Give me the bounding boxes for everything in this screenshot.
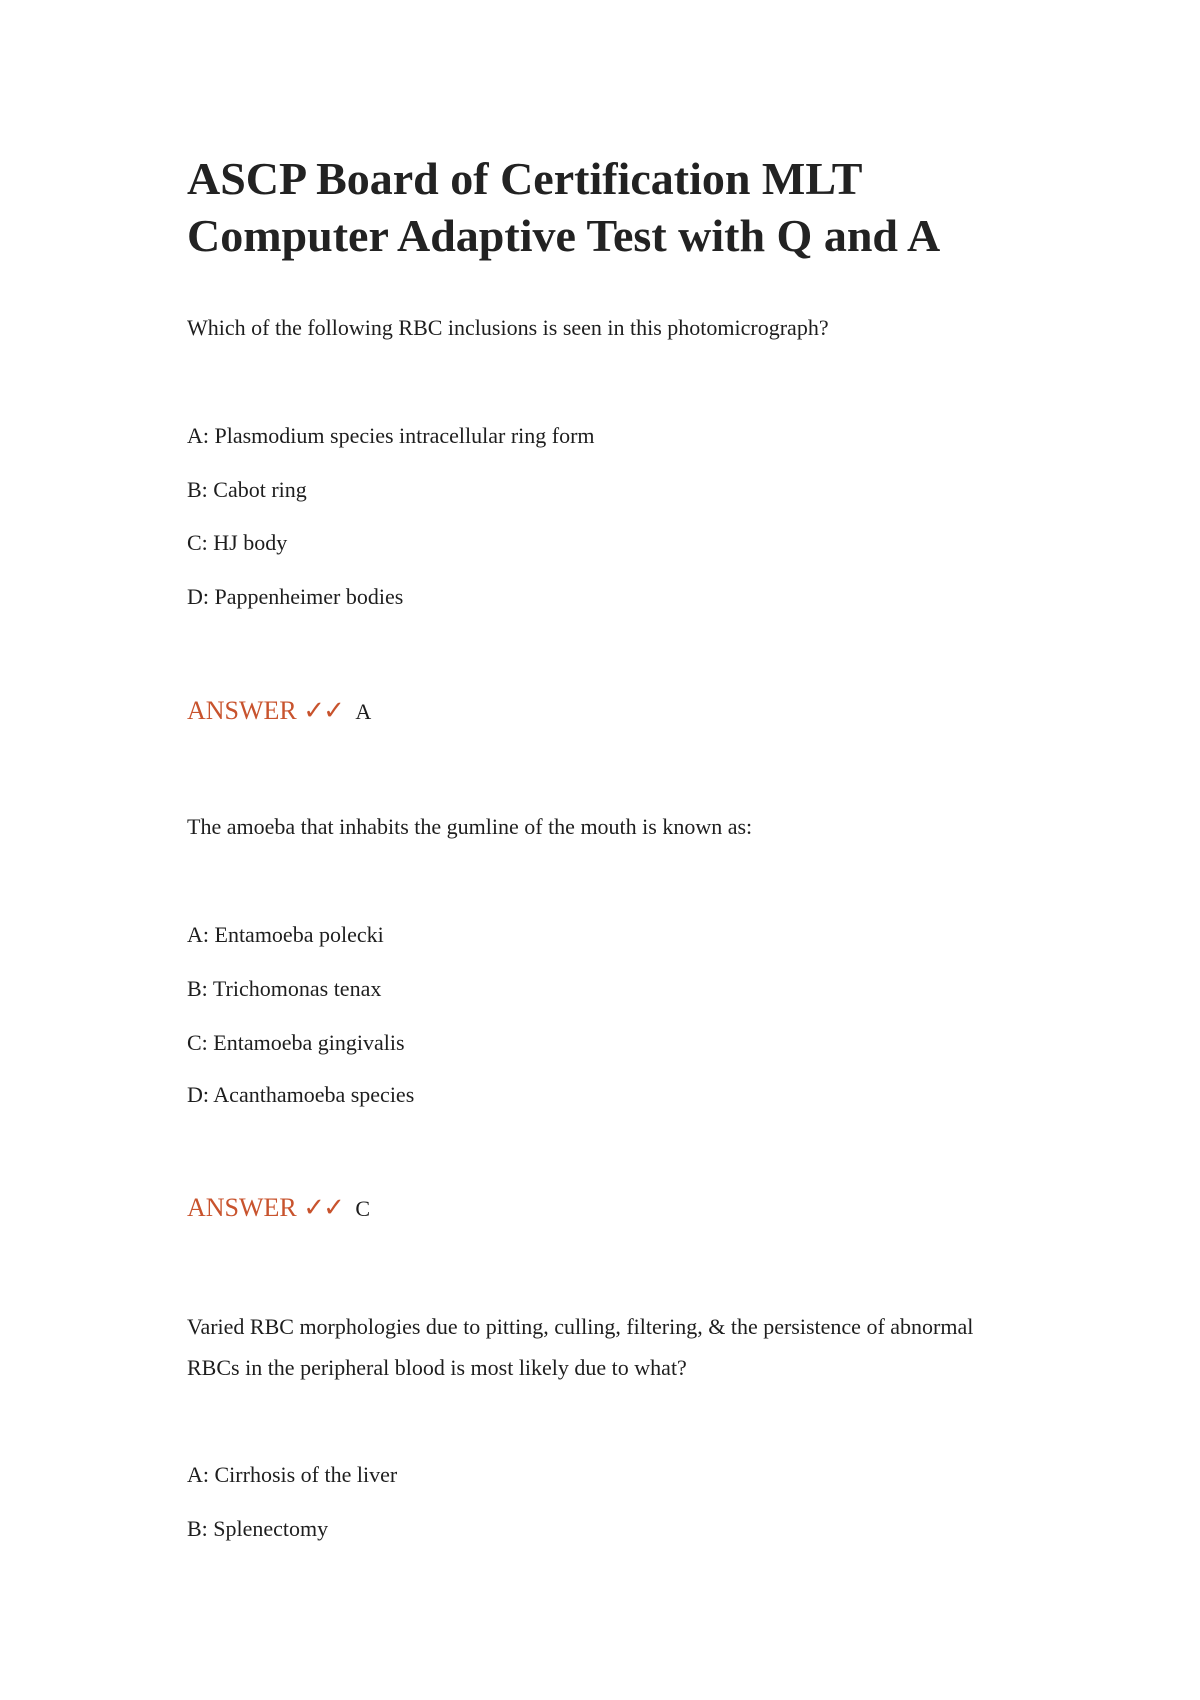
question-3-text-line-1: Varied RBC morphologies due to pitting, culling, filtering, & the persistence of abnormal (187, 1314, 974, 1339)
answer-label: ANSWER (187, 1193, 297, 1222)
answer-label: ANSWER (187, 696, 297, 725)
double-check-icon: ✓✓ (303, 1193, 343, 1222)
title-line-2: Computer Adaptive Test with Q and A (187, 210, 941, 261)
question-3-option-b: B: Splenectomy (187, 1516, 329, 1541)
question-3-text-line-2: RBCs in the peripheral blood is most likely due to what? (187, 1355, 687, 1380)
question-2-text: The amoeba that inhabits the gumline of the mouth is known as: (187, 814, 753, 839)
question-1-text: Which of the following RBC inclusions is seen in this photomicrograph? (187, 315, 829, 340)
document-title (187, 150, 1087, 264)
question-2-option-c: C: Entamoeba gingivalis (187, 1030, 405, 1055)
question-1-option-d: D: Pappenheimer bodies (187, 584, 404, 609)
question-1-option-b: B: Cabot ring (187, 477, 307, 502)
title-line-1: ASCP Board of Certification MLT (187, 153, 863, 204)
question-3-option-a: A: Cirrhosis of the liver (187, 1462, 398, 1487)
question-2-option-b: B: Trichomonas tenax (187, 976, 382, 1001)
question-1-option-c: C: HJ body (187, 530, 288, 555)
question-2-option-a: A: Entamoeba polecki (187, 922, 384, 947)
question-1-option-a: A: Plasmodium species intracellular ring form (187, 423, 595, 448)
answer-value: A (355, 699, 372, 724)
answer-value: C (355, 1196, 371, 1221)
question-2-answer (187, 1192, 370, 1225)
question-2-option-d: D: Acanthamoeba species (187, 1082, 415, 1107)
double-check-icon: ✓✓ (303, 696, 343, 725)
question-1-answer (187, 695, 371, 728)
